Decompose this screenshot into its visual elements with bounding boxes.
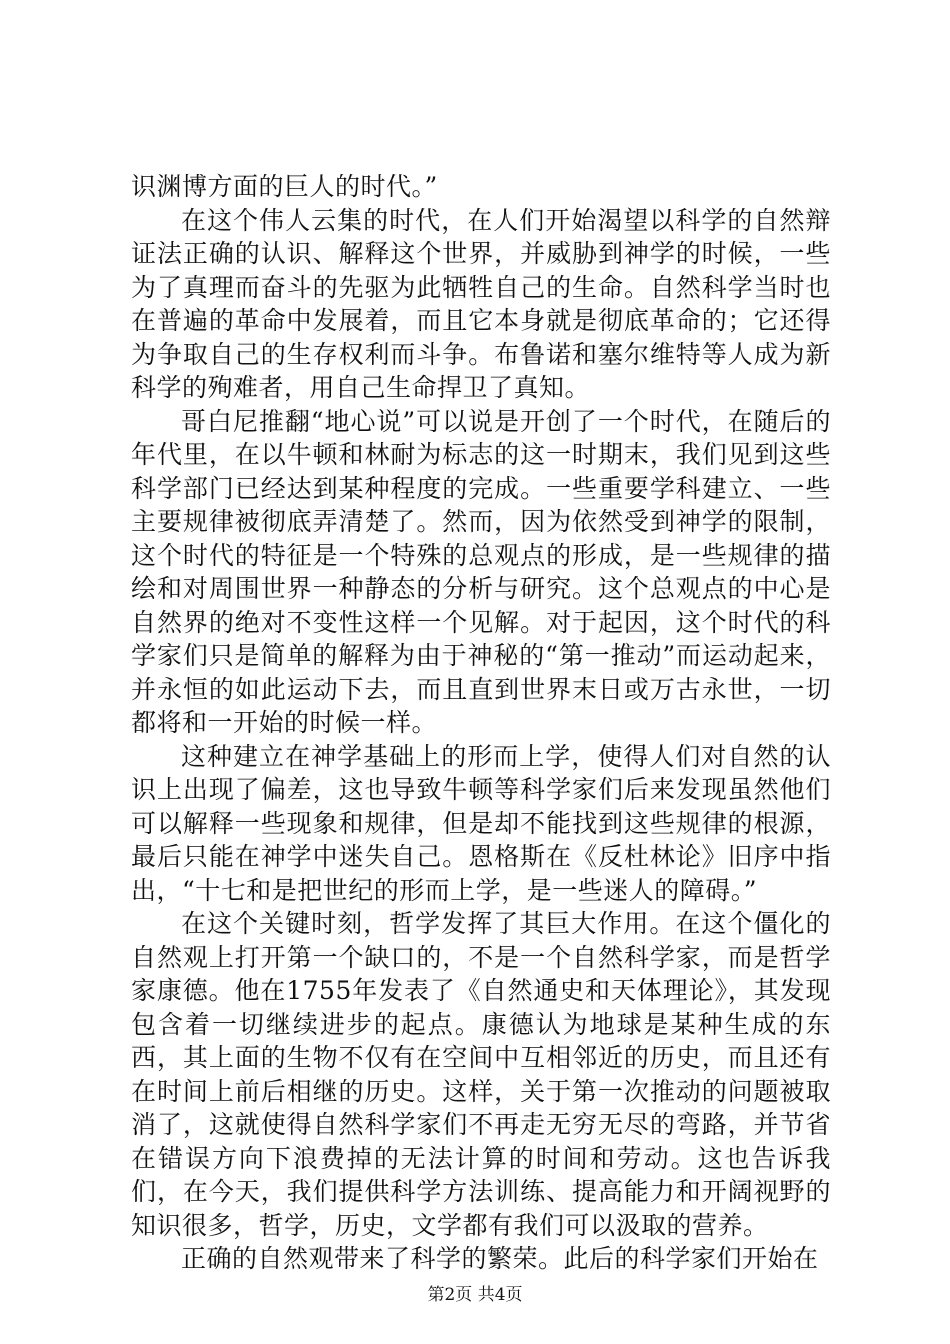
paragraph-continued: 识渊博方面的巨人的时代。” (131, 172, 438, 201)
paragraph: 正确的自然观带来了科学的繁荣。此后的科学家们开始在 (181, 1244, 819, 1273)
paragraph: 这种建立在神学基础上的形而上学，使得人们对自然的认识上出现了偏差，这也导致牛顿等科学家们后来发现虽然他们可以解释一些现象和规律，但是却不能找到这些规律的根源，最后只能在神学中迷失自己。恩格斯在《反杜林论》旧序中指出，“十七和是把世纪的形而上学，是一些迷人的障碍。” (131, 741, 831, 905)
document-body (131, 170, 831, 1276)
paragraph: 在这个伟人云集的时代，在人们开始渴望以科学的自然辩证法正确的认识、解释这个世界，并威胁到神学的时候，一些为了真理而奋斗的先驱为此牺牲自己的生命。自然科学当时也在普遍的革命中发展着，而且它本身就是彻底革命的；它还得为争取自己的生存权利而斗争。布鲁诺和塞尔维特等人成为新科学的殉难者，用自己生命捍卫了真知。 (131, 205, 831, 402)
page-footer (0, 1285, 950, 1305)
paragraph: 哥白尼推翻“地心说”可以说是开创了一个时代，在随后的年代里，在以牛顿和林耐为标志的这一时期末，我们见到这些科学部门已经达到某种程度的完成。一些重要学科建立、一些主要规律被彻底弄清楚了。然而，因为依然受到神学的限制，这个时代的特征是一个特殊的总观点的形成，是一些规律的描绘和对周围世界一种静态的分析与研究。这个总观点的中心是自然界的绝对不变性这样一个见解。对于起因，这个时代的科学家们只是简单的解释为由于神秘的“第一推动”而运动起来，并永恒的如此运动下去，而且直到世界末日或万古永世，一切都将和一开始的时候一样。 (131, 406, 831, 737)
page-number: 第2页 共4页 (427, 1285, 523, 1305)
paragraph: 在这个关键时刻，哲学发挥了其巨大作用。在这个僵化的自然观上打开第一个缺口的，不是一个自然科学家，而是哲学家康德。他在1755年发表了《自然通史和天体理论》，其发现包含着一切继续进步的起点。康德认为地球是某种生成的东西，其上面的生物不仅有在空间中互相邻近的历史，而且还有在时间上前后相继的历史。这样，关于第一次推动的问题被取消了，这就使得自然科学家们不再走无穷无尽的弯路，并节省在错误方向下浪费掉的无法计算的时间和劳动。这也告诉我们，在今天，我们提供科学方法训练、提高能力和开阔视野的知识很多，哲学，历史，文学都有我们可以汲取的营养。 (131, 909, 831, 1240)
